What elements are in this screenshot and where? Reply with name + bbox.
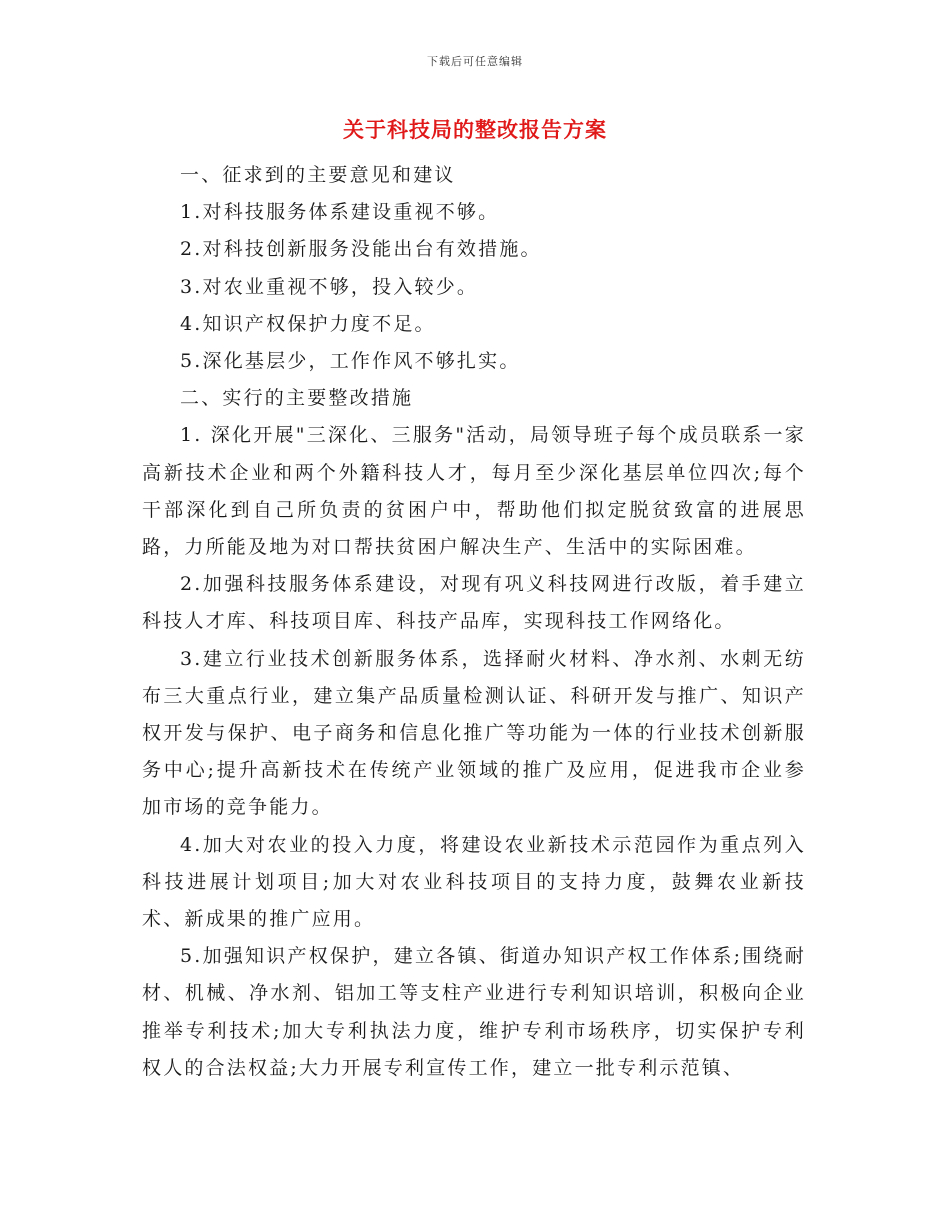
section-heading-2: 二、实行的主要整改措施 xyxy=(180,387,414,410)
opinion-item-5: 5.深化基层少，工作作风不够扎实。 xyxy=(180,350,521,373)
header-note: 下载后可任意编辑 xyxy=(427,55,523,68)
measure-paragraph-5: 5.加强知识产权保护，建立各镇、街道办知识产权工作体系;围绕耐材、机械、净水剂、铝加工等支柱产业进行专利知识培训，积极向企业推举专利技术;加大专利执法力度，维护专利市场秩序，切实保护专利权人的合法权益;大力开展专利宣传工作，建立一批专利示范镇、 xyxy=(142,945,806,1079)
document-title: 关于科技局的整改报告方案 xyxy=(343,117,607,142)
opinion-item-2: 2.对科技创新服务没能出台有效措施。 xyxy=(180,238,542,261)
opinion-item-1: 1.对科技服务体系建设重视不够。 xyxy=(180,201,500,224)
measure-paragraph-2: 2.加强科技服务体系建设，对现有巩义科技网进行改版，着手建立科技人才库、科技项目库、科技产品库，实现科技工作网络化。 xyxy=(142,573,806,633)
opinion-item-4: 4.知识产权保护力度不足。 xyxy=(180,312,436,335)
document-body xyxy=(142,157,806,1087)
measure-paragraph-3: 3.建立行业技术创新服务体系，选择耐火材料、净水剂、水刺无纺布三大重点行业，建立集产品质量检测认证、科研开发与推广、知识产权开发与保护、电子商务和信息化推广等功能为一体的行业技术创新服务中心;提升高新技术在传统产业领域的推广及应用，促进我市企业参加市场的竞争能力。 xyxy=(142,647,806,819)
measure-paragraph-1: 1. 深化开展"三深化、三服务"活动，局领导班子每个成员联系一家高新技术企业和两个外籍科技人才，每月至少深化基层单位四次;每个干部深化到自己所负责的贫困户中，帮助他们拟定脱贫致富的进展思路，力所能及地为对口帮扶贫困户解决生产、生活中的实际困难。 xyxy=(142,424,806,559)
section-heading-1: 一、征求到的主要意见和建议 xyxy=(180,164,456,186)
opinion-item-3: 3.对农业重视不够，投入较少。 xyxy=(180,275,479,298)
measure-paragraph-4: 4.加大对农业的投入力度，将建设农业新技术示范园作为重点列入科技进展计划项目;加大对农业科技项目的支持力度，鼓舞农业新技术、新成果的推广应用。 xyxy=(142,833,806,931)
